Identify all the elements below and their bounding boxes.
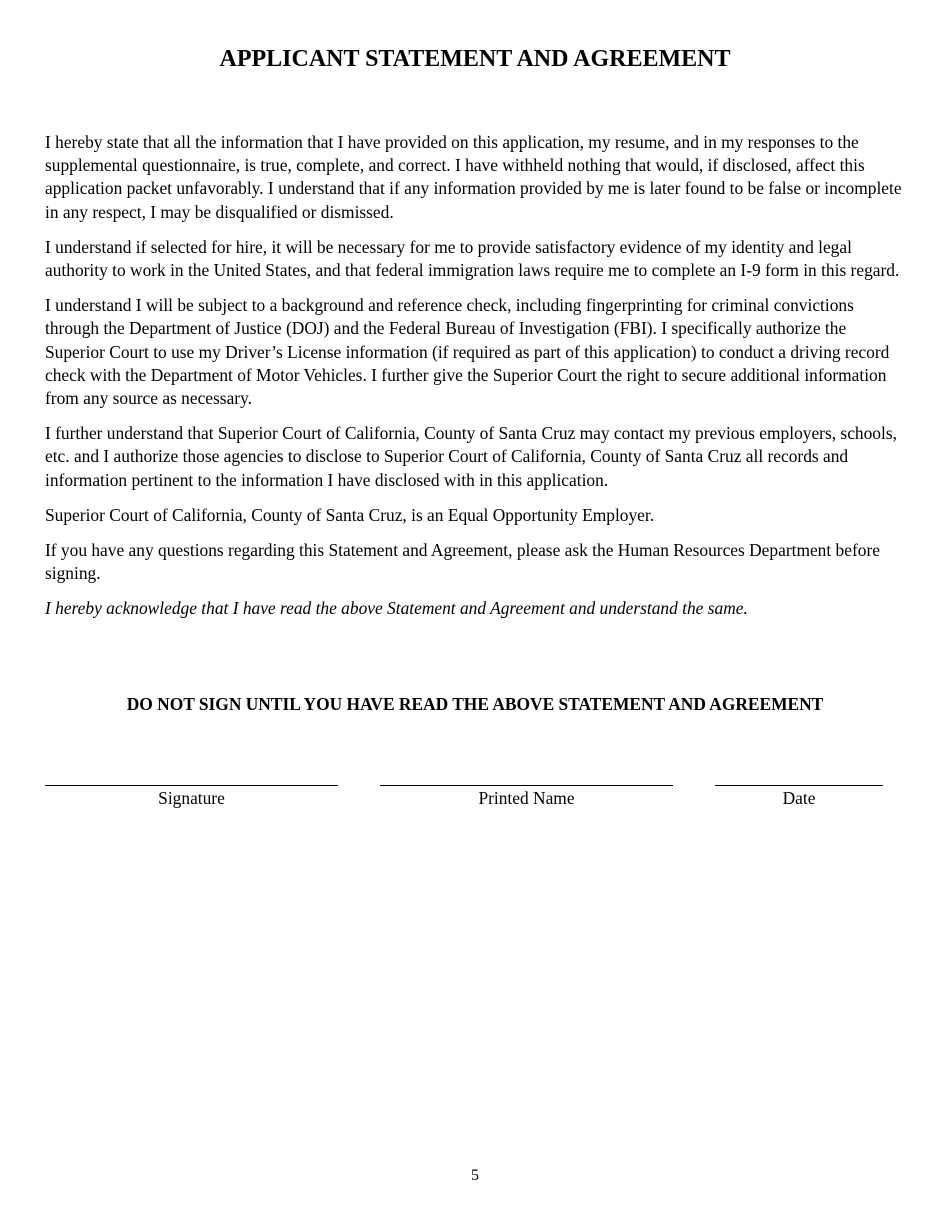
date-line[interactable] — [715, 785, 883, 786]
paragraph-questions: If you have any questions regarding this Statement and Agreement, please ask the Human Resources Department before signing. — [45, 540, 880, 584]
paragraph-background-check: I understand I will be subject to a background and reference check, including fingerprinting for criminal convictions through the Department of Justice (DOJ) and the Federal Bureau of Investigation (FBI). I specifically authorize the Superior Court to use my Driver’s License information (if required as part of this application) to conduct a driving record check with the Department of Motor Vehicles. I further give the Superior Court the right to secure additional information from any source as necessary. — [45, 295, 890, 409]
page-number: 5 — [471, 1167, 479, 1184]
printed-name-field[interactable] — [380, 785, 673, 809]
paragraph-contact-employers: I further understand that Superior Court of California, County of Santa Cruz may contact my previous employers, schools, etc. and I authorize those agencies to disclose to Superior Court of California, County of Santa Cruz all records and information pertinent to the information I have disclosed with in this application. — [45, 423, 897, 490]
signature-field[interactable] — [45, 785, 338, 809]
signature-label: Signature — [158, 788, 225, 808]
page-title: APPLICANT STATEMENT AND AGREEMENT — [219, 46, 731, 72]
paragraph-work-authorization: I understand if selected for hire, it will be necessary for me to provide satisfactory evidence of my identity and legal authority to work in the United States, and that federal immigration laws require me to complete an I-9 form in this regard. — [45, 236, 900, 281]
date-label: Date — [782, 788, 816, 808]
printed-name-label: Printed Name — [478, 788, 575, 808]
paragraph-acknowledgement: I hereby acknowledge that I have read the above Statement and Agreement and understand the same. — [45, 598, 748, 619]
paragraph-information-truthful: I hereby state that all the information that I have provided on this application, my resume, and in my responses to the supplemental questionnaire, is true, complete, and correct. I have withheld nothing that would, if disclosed, affect this application packet unfavorably. I understand that if any information provided by me is later found to be false or incomplete in any respect, I may be disqualified or dismissed. — [45, 132, 902, 222]
signature-line[interactable] — [45, 785, 338, 786]
paragraph-equal-opportunity: Superior Court of California, County of Santa Cruz, is an Equal Opportunity Employer. — [45, 504, 655, 525]
printed-name-line[interactable] — [380, 785, 673, 786]
statement-body — [45, 131, 905, 633]
date-field[interactable] — [715, 785, 883, 809]
do-not-sign-warning: DO NOT SIGN UNTIL YOU HAVE READ THE ABOVE STATEMENT AND AGREEMENT — [126, 694, 824, 714]
